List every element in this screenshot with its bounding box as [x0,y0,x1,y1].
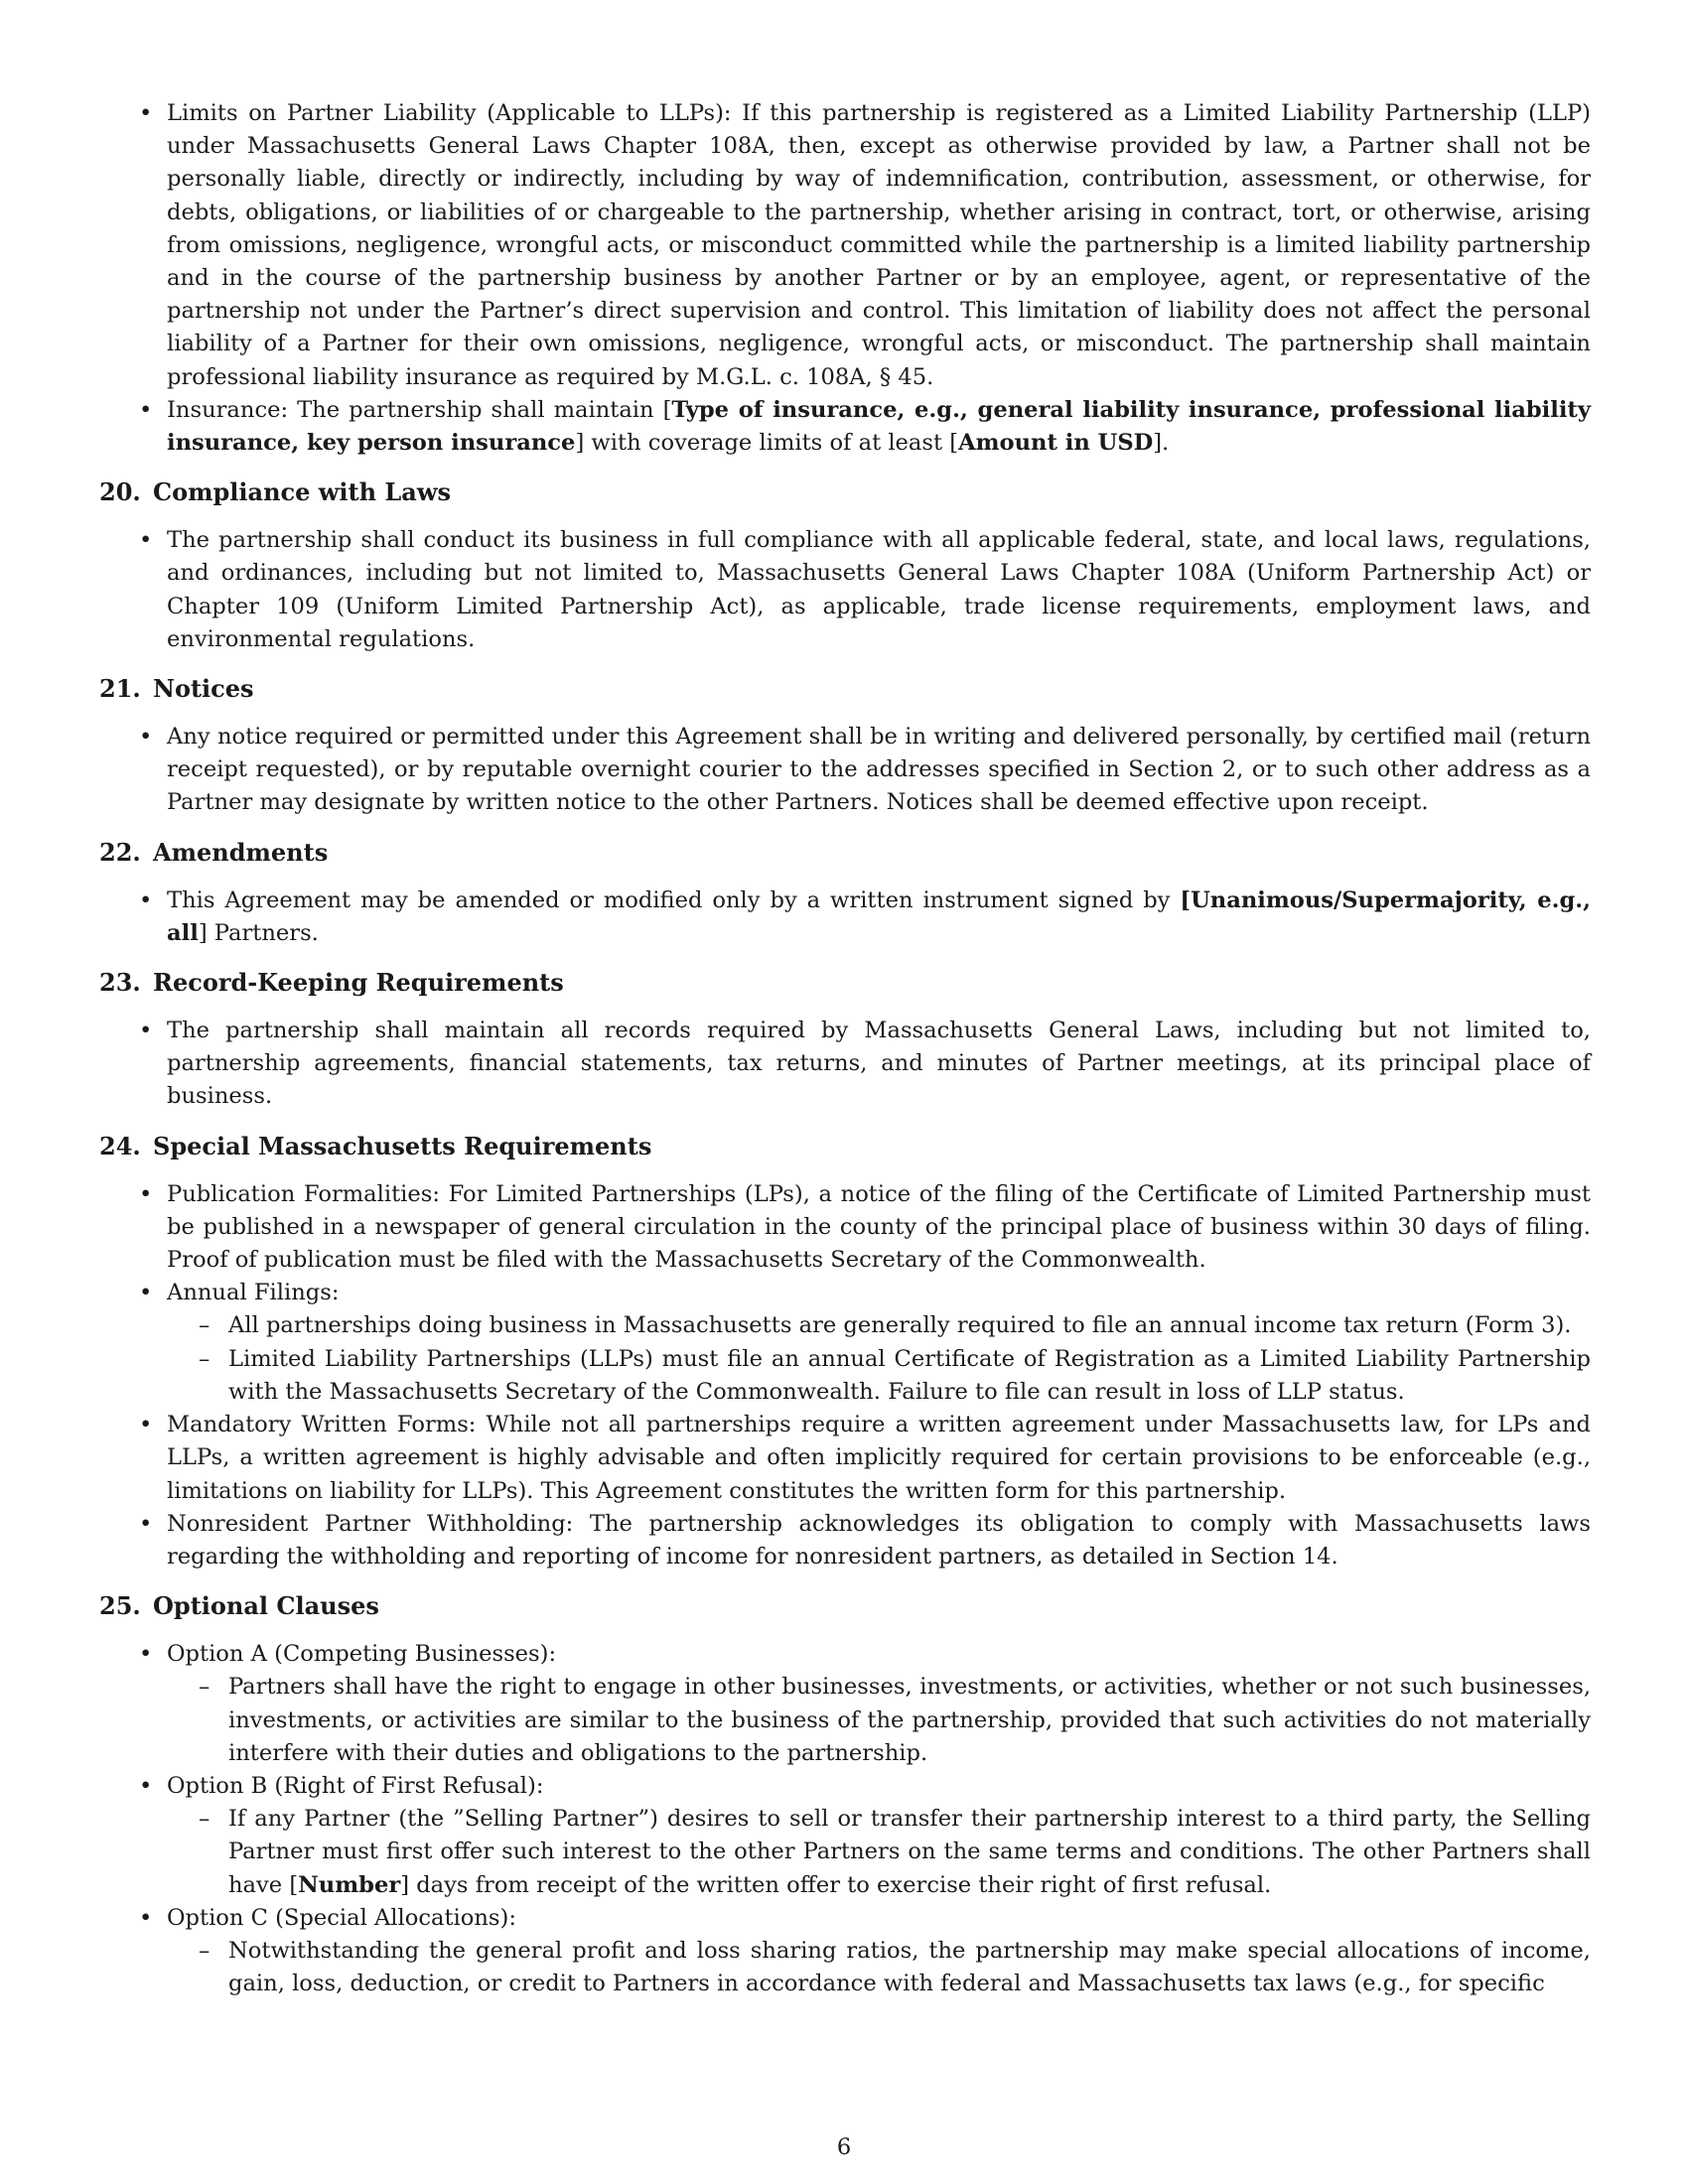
section-22 [99,836,1591,950]
partner-liability-text: Limits on Partner Liability (Applicable to LLPs): If this partnership is registered as a Limited Liability Partnership (LLP) under Massachusetts General Laws Chapter 108A, then, except as otherwise provided by law, a Partner shall not be personally liable, directly or indirectly, including by way of indemnification, contribution, assessment, or otherwise, for debts, obligations, or liabilities of or chargeable to the partnership, whether arising in contract, tort, or otherwise, arising from omissions, negligence, wrongful acts, or misconduct committed while the partnership is a limited liability partnership and in the course of the partnership business by another Partner or by an employee, agent, or representative of the partnership not under the Partner’s direct supervision and control. This limitation of liability does not affect the personal liability of a Partner for their own omissions, negligence, wrongful acts, or misconduct. The partnership shall maintain professional liability insurance as required by M.G.L. c. 108A, § 45. [167,100,1591,390]
list-item: • Option A (Competing Businesses): – Partners shall have the right to engage in other businesses, investments, or activities, whether or not such businesses, investments, or activities are similar to the business of the partnership, provided that such activities do not materially interfere with their duties and obligations to the partnership. [99,1638,1591,1770]
list-item: • Any notice required or permitted under this Agreement shall be in writing and delivered personally, by certified mail (return receipt requested), or by reputable overnight courier to the addresses specified in Section 2, or to such other address as a Partner may designate by written notice to the other Partners. Notices shall be deemed effective upon receipt. [99,721,1591,820]
section-19-list [99,97,1591,460]
section-20 [99,476,1591,656]
section-heading: 20. Compliance with Laws [99,478,452,507]
sub-list-item: – All partnerships doing business in Massachusetts are generally required to file an annual income tax return (Form 3). [167,1309,1591,1342]
list-item: • Option B (Right of First Refusal): – If any Partner (the ”Selling Partner”) desires to sell or transfer their partnership interest to a third party, the Selling Partner must first offer such interest to the other Partners on the same terms and conditions. The other Partners shall have [Number] days from receipt of the written offer to exercise their right of first refusal. [99,1770,1591,1902]
list-item [99,97,1591,394]
document-page [99,97,1591,2000]
list-item: • Mandatory Written Forms: While not all partnerships require a written agreement under Massachusetts law, for LPs and LLPs, a written agreement is highly advisable and often implicitly required for certain provisions to be enforceable (e.g., limitations on liability for LLPs). This Agreement constitutes the written form for this partnership. [99,1409,1591,1508]
section-25 [99,1589,1591,2000]
list-item: • The partnership shall conduct its business in full compliance with all applicable federal, state, and local laws, regulations, and ordinances, including but not limited to, Massachusetts General Laws Chapter 108A (Uniform Partnership Act) or Chapter 109 (Uniform Limited Partnership Act), as applicable, trade license requirements, employment laws, and environmental regulations. [99,524,1591,656]
section-heading: 25. Optional Clauses [99,1591,379,1621]
sub-list-item: – Notwithstanding the general profit and loss sharing ratios, the partnership may make special allocations of income, gain, loss, deduction, or credit to Partners in accordance with federal and Massachusetts tax laws (e.g., for specific [167,1935,1591,2000]
section-heading: 23. Record-Keeping Requirements [99,968,564,998]
sub-list-item: – Partners shall have the right to engage in other businesses, investments, or activities, whether or not such businesses, investments, or activities are similar to the business of the partnership, provided that such activities do not materially interfere with their duties and obligations to the partnership. [167,1671,1591,1770]
list-item: • Nonresident Partner Withholding: The partnership acknowledges its obligation to comply with Massachusetts laws regarding the withholding and reporting of income for nonresident partners, as detailed in Section 14. [99,1508,1591,1573]
list-item: • Annual Filings: – All partnerships doing business in Massachusetts are generally required to file an annual income tax return (Form 3). – Limited Liability Partnerships (LLPs) must file an annual Certificate of Registration as a Limited Liability Partnership with the Massachusetts Secretary of the Commonwealth. Failure to file can result in loss of LLP status. [99,1277,1591,1409]
section-heading: 21. Notices [99,674,254,704]
list-item: • This Agreement may be amended or modified only by a written instrument signed by [Unanimous/Supermajority, e.g., all] Partners. [99,885,1591,950]
list-item: • The partnership shall maintain all records required by Massachusetts General Laws, including but not limited to, partnership agreements, financial statements, tax returns, and minutes of Partner meetings, at its principal place of business. [99,1015,1591,1114]
section-heading: 24. Special Massachusetts Requirements [99,1131,652,1160]
section-24 [99,1130,1591,1573]
sub-list-item: – Limited Liability Partnerships (LLPs) must file an annual Certificate of Registration as a Limited Liability Partnership with the Massachusetts Secretary of the Commonwealth. Failure to file can result in loss of LLP status. [167,1343,1591,1409]
list-item: • Insurance: The partnership shall maintain [Type of insurance, e.g., general liability insurance, professional liability insurance, key person insurance] with coverage limits of at least [Amount in USD]. [99,394,1591,460]
page-number: 6 [836,2134,852,2160]
sub-list-item: – If any Partner (the ”Selling Partner”) desires to sell or transfer their partnership interest to a third party, the Selling Partner must first offer such interest to the other Partners on the same terms and conditions. The other Partners shall have [Number] days from receipt of the written offer to exercise their right of first refusal. [167,1803,1591,1902]
section-23 [99,966,1591,1114]
list-item: • Publication Formalities: For Limited Partnerships (LPs), a notice of the filing of the Certificate of Limited Partnership must be published in a newspaper of general circulation in the county of the principal place of business within 30 days of filing. Proof of publication must be filed with the Massachusetts Secretary of the Commonwealth. [99,1178,1591,1278]
list-item: • Option C (Special Allocations): – Notwithstanding the general profit and loss sharing ratios, the partnership may make special allocations of income, gain, loss, deduction, or credit to Partners in accordance with federal and Massachusetts tax laws (e.g., for specific [99,1902,1591,2001]
section-heading: 22. Amendments [99,837,329,867]
section-21 [99,672,1591,820]
